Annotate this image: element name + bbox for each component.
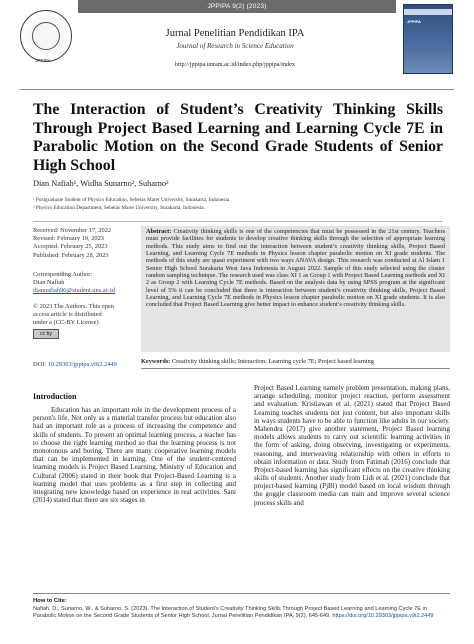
body-column-left (33, 406, 236, 504)
published-date: Published: February 28, 2023 (33, 251, 109, 259)
abstract-text: Creativity thinking skills is one of the competencies that must be possessed in the 21st century. Teachers must provide facilities for students to develop creative thinking skills through the selection of appropriate learning methods. This study aims to find out the interaction between student’s creativity thinking skills, Project Based Learning, and Learning Cycle 7E methods in Physics lesson chapter parabolic motion on XI grade students. The methods of this study are quasi experiment with two ways ANAVA design. This research was conducted at Al Islam 1 Senior High School Surakarta West Java Indonesia in August 2022. Sample of this study selected using the cluster random sampling technique. The research used was class XI 1 as Group 1 with Project Based Learning methods and XI 2 as Group 2 with Learning Cycle 7E methods. Based on the analysis data by using SPSS program at the significant level of 5% it can be concluded that there is interaction between student’s creativity thinking skills, Project Based Learning, and Learning Cycle 7E methods in Physics lesson chapter parabolic motion on XI grade students. It is also concluded that Project Based Learning give better impact to enhance student’s creativity thinking skills. (146, 228, 445, 309)
revised-date: Revised: February 19, 2023 (33, 235, 104, 243)
article-dates (33, 227, 111, 260)
license-text (33, 303, 114, 328)
keywords-text: Creativity thinking skills; Interaction; Learning cycle 7E; Project based learning (170, 358, 374, 365)
journal-cover-image (403, 4, 453, 74)
footer-divider (33, 593, 450, 594)
doi-link[interactable]: 10.29303/jppipa.v9i2.2449 (47, 361, 117, 368)
keywords-label: Keywords: (141, 358, 171, 365)
header-divider (20, 89, 454, 90)
cover-title: JPPIPA (407, 19, 421, 24)
license-line-1: © 2023 The Authors. This open (33, 303, 114, 310)
abstract-label: Abstract: (146, 228, 172, 235)
journal-name: Jurnal Penelitian Pendidikan IPA (165, 28, 305, 39)
journal-url[interactable]: http://jppipa.unram.ac.id/index.php/jppipa/index (175, 61, 295, 68)
accepted-date: Accepted: February 25, 2023 (33, 243, 108, 251)
affiliation-1: ¹ Postgraduate Student of Physics Education, Sebelas Maret University, Surakarta, Indonesia. (33, 197, 231, 203)
divider (33, 221, 443, 222)
corr-email-link[interactable]: diannafiah96@student.uns.ac.id (33, 287, 116, 295)
corresponding-author (33, 271, 115, 296)
issue-band: JPPIPA 9(2) (2023) (78, 0, 396, 13)
divider (141, 368, 450, 369)
affiliation-2: ² Physics Education Department, Sebelas Maret University, Surakarta, Indonesia. (33, 205, 205, 211)
doi-label: DOI: (33, 361, 48, 368)
how-to-cite-label: How to Cite: (33, 598, 67, 604)
corr-label: Corresponding Author: (33, 271, 93, 278)
citation-doi-link[interactable]: https://doi.org/10.29303/jppipa.v9i2.2449 (332, 613, 434, 619)
journal-subtitle: Journal of Research in Science Education (176, 42, 294, 50)
journal-logo-icon (20, 10, 72, 62)
paper-title: The Interaction of Student’s Creativity Thinking Skills Through Project Based Learning and Learning Cycle 7E in Parabolic Motion on the Second Grade Students of Senior High School (33, 101, 443, 174)
doi-line (33, 361, 117, 368)
citation-body: Nafiah, D., Sunarno, W., & Suharno, S. (2023). The Interaction of Student’s Creativity Thinking Skills Through Project Based Learning and Learning Cycle 7E in Parabolic Motion on the Second Grade Students of Senior High School. Jurnal Penelitian Pendidikan IPA, 9(2), 645-649. (33, 606, 427, 619)
body-column-right: Project Based Learning namely problem presentation, making plans, arrange scheduling, monitor project reaction, perform assessment and evaluation. Kristiawan et al. (2021) stated that Project Based Learning teaches students not just content, but also important skills in ways students have to be able to function like adults in our society. Mahendra (2017) give another statement, Project Based learning models allows students to carry out scientific learning activities in the form of asking, doing observing, investigating or experiments, reasoning, and interweaving relationship with others in efforts to obtain information or data. Study from Fatimah (2016) conclude that Project-based learning has significant effects on the creative thinking skills of students. Another study from Lidi et al. (2021) conclude that project-based learning (PjBl) model based on local wisdom through the goggle classroom media can train and improve several science process skills and (254, 384, 450, 507)
cover-stripe (404, 9, 452, 15)
citation-text (33, 606, 450, 620)
logo-emblem-icon (32, 22, 60, 50)
intro-paragraph: Education has an important role in the development process of a person's life. Not only as a material transfer process but education also had an important role as a process of increasing the competence and skills of students. To present an optimal learning process, a teacher has to choose the right learning method so that the learning process is not monotonous and boring. There are many cooperative learning models that can be implemented in learning. One of the student-centered learning models is Project Based Learning. Ministry of Education and Cultural (2006) stated in their book that Project-Based Learning is a learning model that uses problems as a first step in collecting and integrating new knowledge based on experience in real activities. Sani (2014) stated that there are six stages in (33, 406, 236, 505)
keywords-line (141, 358, 450, 365)
author-list: Dian Nafiah¹, Widha Sunarno², Suharno² (33, 179, 169, 188)
received-date: Received: November 17, 2022 (33, 227, 112, 234)
logo-caption: JPPIPA (35, 58, 51, 63)
corr-name: Dian Nafiah (33, 279, 65, 287)
journal-header (0, 0, 474, 96)
license-line-3: under a (CC-BY License) (33, 319, 99, 327)
cc-by-license-icon[interactable]: cc by (33, 329, 59, 339)
abstract-box (141, 226, 450, 352)
section-heading-introduction: Introduction (33, 392, 77, 401)
license-line-2: access article is distributed (33, 311, 102, 319)
